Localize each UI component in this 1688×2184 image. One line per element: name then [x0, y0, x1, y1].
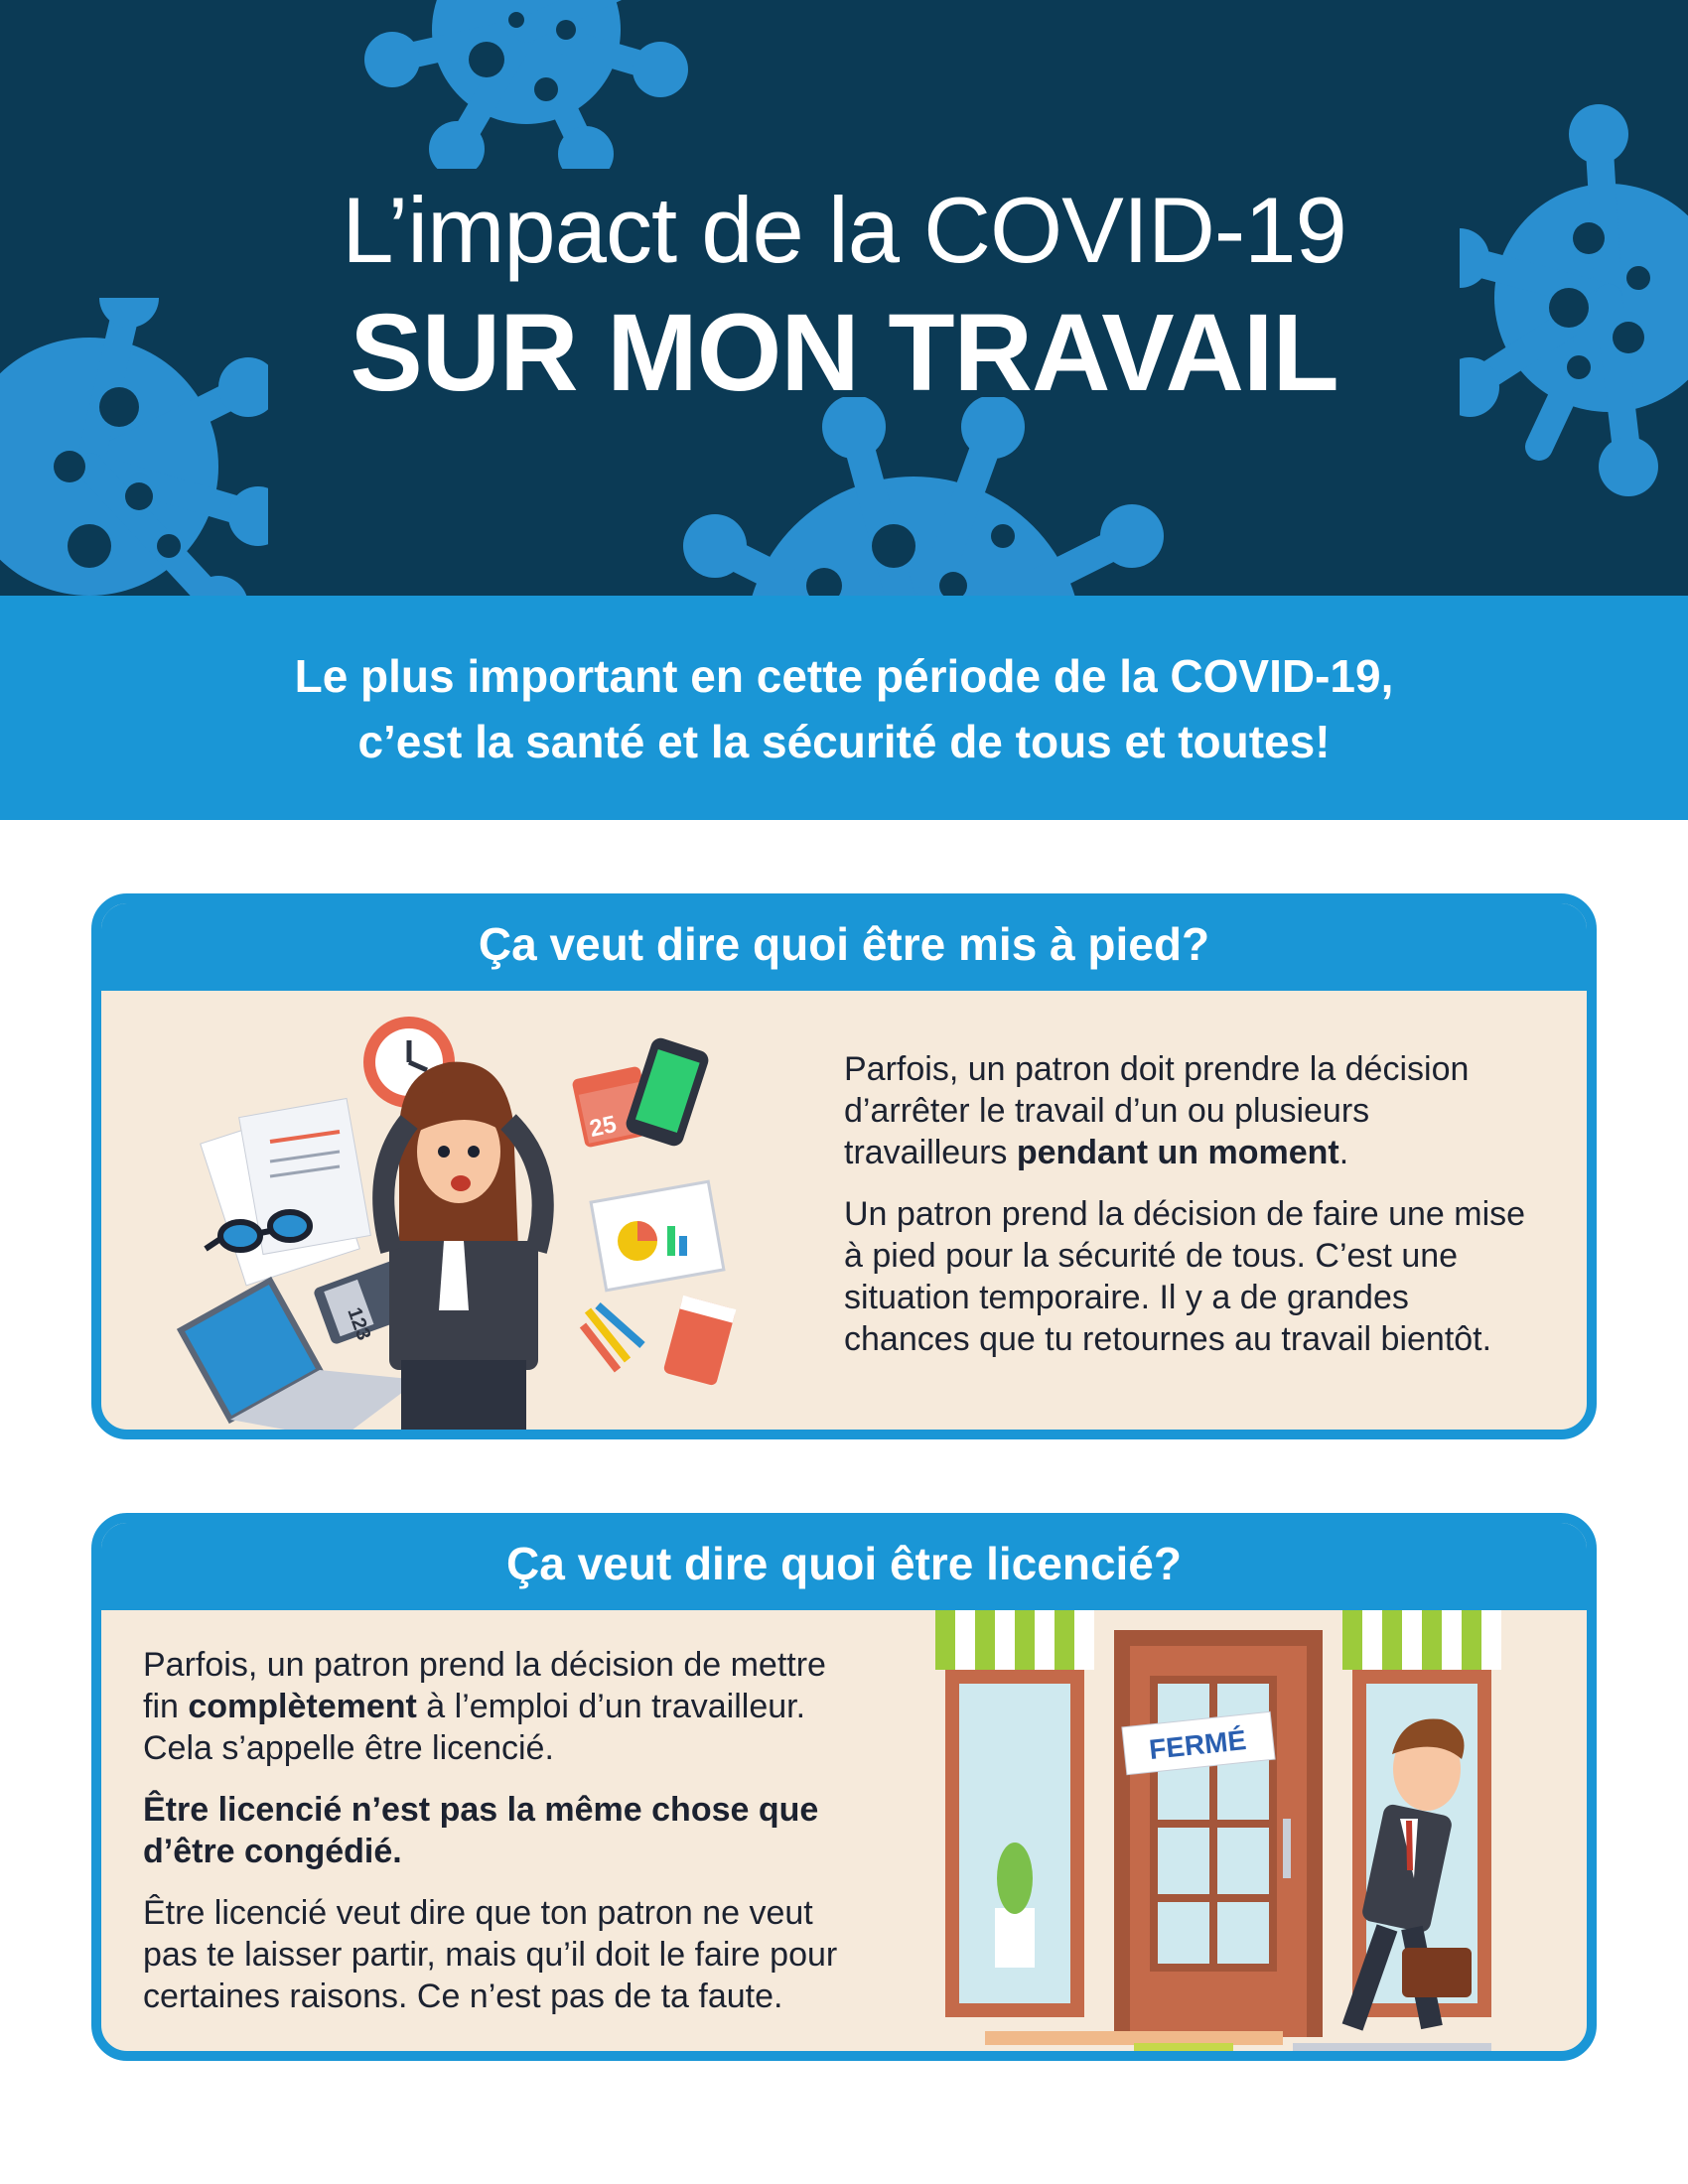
dismissal-section — [91, 1513, 1597, 2061]
header — [0, 0, 1688, 596]
dismissal-paragraph-3: Être licencié veut dire que ton patron ne veut pas te laisser partir, mais qu’il doit le faire pour certaines raisons. Ce n’est pas de ta faute. — [143, 1894, 838, 2015]
layoff-paragraph-1: Parfois, un patron doit prendre la décision d’arrêter le travail d’un ou plusieurs travailleurs pendant un moment. — [844, 1050, 1470, 1171]
stressed-worker-illustration — [171, 1013, 806, 1439]
doormat — [1134, 2043, 1233, 2053]
dismissal-text — [143, 1644, 858, 2037]
key-message-banner — [0, 596, 1688, 820]
emphasis: complètement — [188, 1688, 417, 1725]
layoff-paragraph-2: Un patron prend la décision de faire une mise à pied pour la sécurité de tous. C’est une situation temporaire. Il y a de grandes chances que tu retournes au travail bientôt. — [844, 1195, 1526, 1358]
emphasis: pendant un moment — [1016, 1134, 1339, 1171]
title-line-1: L’impact de la COVID-19 — [342, 178, 1346, 282]
virus-icon — [655, 397, 1172, 596]
title-line-2: SUR MON TRAVAIL — [350, 292, 1338, 414]
banner-line-1: Le plus important en cette période de la COVID-19, — [294, 650, 1394, 702]
calculator-display: 123 — [343, 1304, 375, 1344]
papers-icon — [201, 1099, 371, 1286]
dismissal-paragraph-1: Parfois, un patron prend la décision de mettre fin complètement à l’emploi d’un travailleur. Cela s’appelle être licencié. — [143, 1646, 826, 1767]
banner-line-2: c’est la santé et la sécurité de tous et toutes! — [357, 716, 1331, 767]
door-icon — [1114, 1630, 1323, 2037]
layoff-heading: Ça veut dire quoi être mis à pied? — [101, 903, 1587, 991]
sidewalk — [985, 2031, 1283, 2045]
coffee-cup-icon — [662, 1296, 736, 1387]
layoff-section — [91, 893, 1597, 1439]
dismissal-heading: Ça veut dire quoi être licencié? — [101, 1523, 1587, 1610]
pencils-icon — [583, 1305, 642, 1370]
closed-sign-text: FERMÉ — [1147, 1724, 1248, 1766]
sidewalk-edge — [1293, 2043, 1491, 2053]
report-icon — [591, 1181, 724, 1290]
closed-shop-illustration — [935, 1610, 1571, 2053]
calendar-day: 25 — [587, 1110, 620, 1143]
phone-icon — [624, 1035, 711, 1149]
dismissal-paragraph-2: Être licencié n’est pas la même chose que d’être congédié. — [143, 1791, 819, 1870]
stressed-woman-icon — [383, 1062, 543, 1439]
virus-icon — [357, 0, 695, 169]
layoff-text — [844, 1048, 1539, 1380]
